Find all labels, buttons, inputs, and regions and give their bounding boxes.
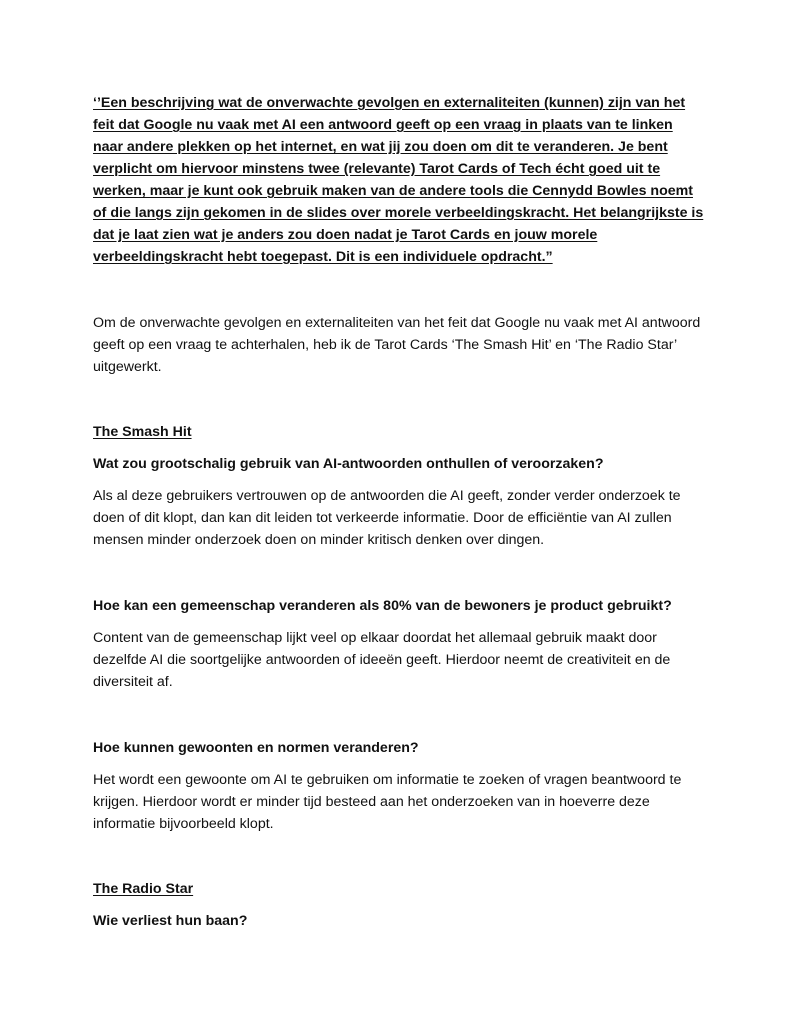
document-page bbox=[93, 92, 705, 932]
smash-hit-answer-3: Het wordt een gewoonte om AI te gebruiken om informatie te zoeken of vragen beantwoord te krijgen. Hierdoor wordt er minder tijd besteed aan het onderzoeken van in hoeverre deze informatie bijvoorbeeld klopt. bbox=[93, 772, 682, 832]
smash-hit-question-3: Hoe kunnen gewoonten en normen veranderen? bbox=[93, 740, 419, 756]
smash-hit-question-2: Hoe kan een gemeenschap veranderen als 80% van de bewoners je product gebruikt? bbox=[93, 598, 672, 614]
section-title-smash-hit: The Smash Hit bbox=[93, 424, 192, 440]
smash-hit-question-1: Wat zou grootschalig gebruik van AI-antwoorden onthullen of veroorzaken? bbox=[93, 456, 604, 472]
intro-paragraph: Om de onverwachte gevolgen en externaliteiten van het feit dat Google nu vaak met AI antwoord geeft op een vraag te achterhalen, heb ik de Tarot Cards ‘The Smash Hit’ en ‘The Radio Star’ uitgewerkt. bbox=[93, 315, 701, 375]
assignment-quote: ‘’Een beschrijving wat de onverwachte gevolgen en externaliteiten (kunnen) zijn van het feit dat Google nu vaak met AI een antwoord geeft op een vraag in plaats van te linken naar andere plekken op het internet, en wat jij zou doen om dit te veranderen. Je bent verplicht om hiervoor minstens twee (relevante) Tarot Cards of Tech écht goed uit te werken, maar je kunt ook gebruik maken van de andere tools die Cennydd Bowles noemt of die langs zijn gekomen in de slides over morele verbeeldingskracht. Het belangrijkste is dat je laat zien wat je anders zou doen nadat je Tarot Cards en jouw morele verbeeldingskracht hebt toegepast. Dit is een individuele opdracht.” bbox=[93, 95, 704, 265]
smash-hit-answer-1: Als al deze gebruikers vertrouwen op de antwoorden die AI geeft, zonder verder onderzoek te doen of dit klopt, dan kan dit leiden tot verkeerde informatie. Door de efficiëntie van AI zullen mensen minder onderzoek doen on minder kritisch denken over dingen. bbox=[93, 488, 681, 548]
smash-hit-answer-2: Content van de gemeenschap lijkt veel op elkaar doordat het allemaal gebruik maakt door dezelfde AI die soortgelijke antwoorden of ideeën geeft. Hierdoor neemt de creativiteit en de diversiteit af. bbox=[93, 630, 671, 690]
section-title-radio-star: The Radio Star bbox=[93, 881, 194, 897]
radio-star-question-1: Wie verliest hun baan? bbox=[93, 913, 248, 929]
